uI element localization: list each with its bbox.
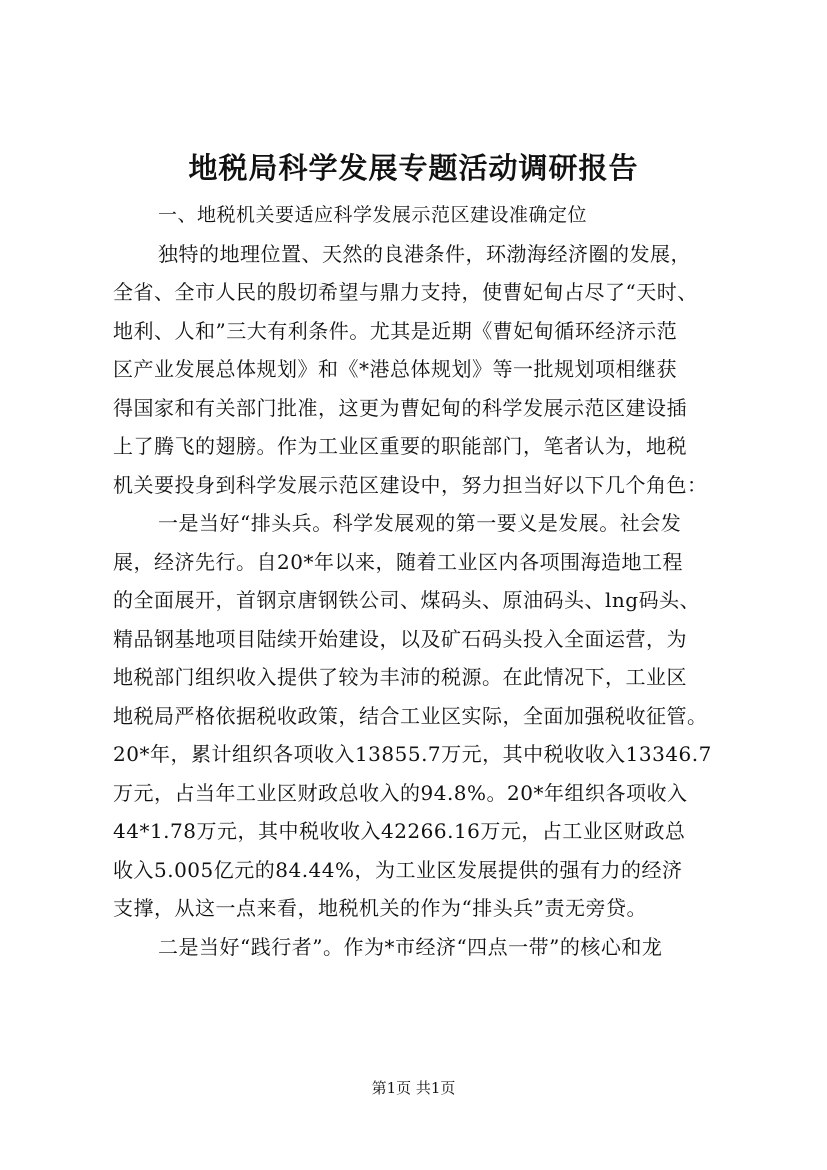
paragraph-line: 机关要投身到科学发展示范区建设中，努力担当好以下几个角色： <box>113 472 708 497</box>
paragraph-line: 上了腾飞的翅膀。作为工业区重要的职能部门，笔者认为，地税 <box>113 434 687 458</box>
page-number-footer: 第1页 共1页 <box>371 1079 456 1097</box>
paragraph-line: 地税局严格依据税收政策，结合工业区实际，全面加强税收征管。 <box>113 703 708 728</box>
paragraph-line: 地利、人和”三大有利条件。尤其是近期《曹妃甸循环经济示范 <box>113 318 678 343</box>
paragraph-line: 独特的地理位置、天然的良港条件，环渤海经济圈的发展， <box>158 241 691 266</box>
paragraph-line: 区产业发展总体规划》和《*港总体规划》等一批规划项相继获 <box>113 357 677 381</box>
paragraph-line: 支撑，从这一点来看，地税机关的作为“排头兵”责无旁贷。 <box>113 896 647 920</box>
paragraph-line: 的全面展开，首钢京唐钢铁公司、煤码头、原油码头、lng码头、 <box>113 588 701 612</box>
paragraph-line: 万元，占当年工业区财政总收入的94.8%。20*年组织各项收入 <box>113 780 688 805</box>
paragraph-line: 44*1.78万元，其中税收收入42266.16万元，占工业区财政总 <box>113 819 686 843</box>
section-heading: 一、地税机关要适应科学发展示范区建设准确定位 <box>158 204 588 226</box>
paragraph-line: 地税部门组织收入提供了较为丰沛的税源。在此情况下，工业区 <box>113 665 687 689</box>
document-title: 地税局科学发展专题活动调研报告 <box>188 151 639 185</box>
document-body <box>113 196 753 966</box>
paragraph-line: 展，经济先行。自20*年以来，随着工业区内各项围海造地工程 <box>113 549 683 574</box>
paragraph-line: 全省、全市人民的殷切希望与鼎力支持，使曹妃甸占尽了“天时、 <box>113 280 698 304</box>
paragraph-line: 一是当好“排头兵。科学发展观的第一要义是发展。社会发 <box>158 511 682 535</box>
paragraph-line: 收入5.005亿元的84.44%，为工业区发展提供的强有力的经济 <box>113 857 683 882</box>
paragraph-line: 精品钢基地项目陆续开始建设，以及矿石码头投入全面运营，为 <box>113 626 687 651</box>
paragraph-line: 20*年，累计组织各项收入13855.7万元，其中税收收入13346.7 <box>113 742 712 766</box>
paragraph-line: 二是当好“践行者”。作为*市经济“四点一带”的核心和龙 <box>158 934 663 959</box>
paragraph-line: 得国家和有关部门批准，这更为曹妃甸的科学发展示范区建设插 <box>113 395 687 420</box>
